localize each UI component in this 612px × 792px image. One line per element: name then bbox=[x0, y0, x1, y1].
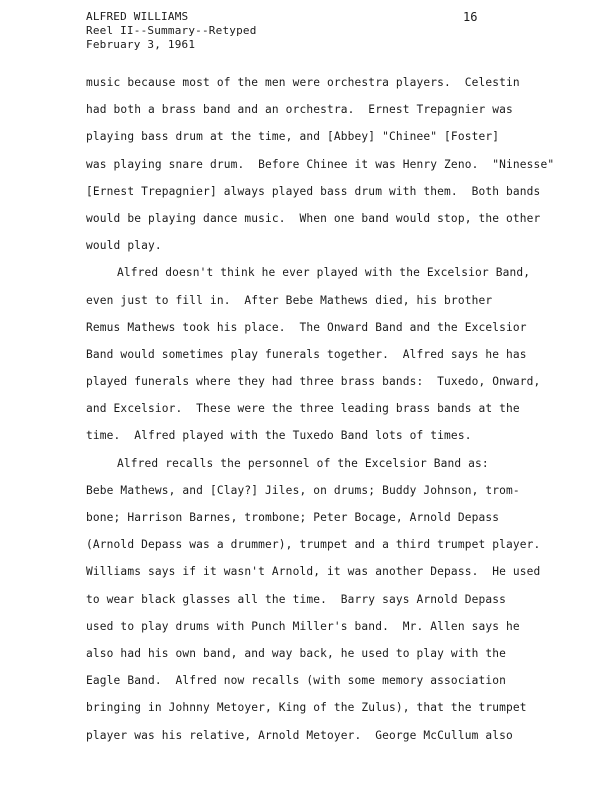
text-line: was playing snare drum. Before Chinee it was Henry Zeno. "Ninesse" bbox=[86, 157, 555, 171]
text-line: Williams says if it wasn't Arnold, it was another Depass. He used bbox=[86, 565, 541, 579]
document-body bbox=[86, 69, 596, 749]
text-line: would play. bbox=[86, 239, 162, 253]
text-line: time. Alfred played with the Tuxedo Band lots of times. bbox=[86, 429, 472, 443]
text-line: Remus Mathews took his place. The Onward Band and the Excelsior bbox=[86, 320, 527, 334]
text-line: player was his relative, Arnold Metoyer. George McCullum also bbox=[86, 728, 513, 742]
text-line: [Ernest Trepagnier] always played bass drum with them. Both bands bbox=[86, 184, 541, 198]
text-line: used to play drums with Punch Miller's band. Mr. Allen says he bbox=[86, 619, 520, 633]
text-line: and Excelsior. These were the three leading brass bands at the bbox=[86, 402, 520, 416]
paragraph-start-line: Alfred doesn't think he ever played with the Excelsior Band, bbox=[117, 266, 531, 280]
text-line: bringing in Johnny Metoyer, King of the Zulus), that the trumpet bbox=[86, 701, 527, 715]
text-line: played funerals where they had three brass bands: Tuxedo, Onward, bbox=[86, 375, 541, 389]
header-date: February 3, 1961 bbox=[86, 38, 196, 51]
text-line: (Arnold Depass was a drummer), trumpet and a third trumpet player. bbox=[86, 538, 541, 552]
text-line: had both a brass band and an orchestra. Ernest Trepagnier was bbox=[86, 103, 513, 117]
text-line: playing bass drum at the time, and [Abbey] "Chinee" [Foster] bbox=[86, 130, 500, 144]
paragraph-start-line: Alfred recalls the personnel of the Excelsior Band as: bbox=[117, 456, 489, 470]
text-line: Bebe Mathews, and [Clay?] Jiles, on drums; Buddy Johnson, trom- bbox=[86, 483, 520, 497]
text-line: bone; Harrison Barnes, trombone; Peter Bocage, Arnold Depass bbox=[86, 511, 500, 524]
text-line: Eagle Band. Alfred now recalls (with some memory association bbox=[86, 674, 507, 688]
text-line: to wear black glasses all the time. Barry says Arnold Depass bbox=[86, 592, 507, 606]
header-reel: Reel II--Summary--Retyped bbox=[86, 24, 257, 37]
text-line: also had his own band, and way back, he used to play with the bbox=[86, 646, 507, 660]
text-line: music because most of the men were orchestra players. Celestin bbox=[86, 76, 520, 89]
text-line: Band would sometimes play funerals together. Alfred says he has bbox=[86, 347, 527, 361]
text-line: even just to fill in. After Bebe Mathews died, his brother bbox=[86, 293, 493, 307]
header-name: ALFRED WILLIAMS bbox=[86, 10, 189, 23]
text-line: would be playing dance music. When one band would stop, the other bbox=[86, 211, 541, 225]
page-number: 16 bbox=[463, 10, 478, 24]
